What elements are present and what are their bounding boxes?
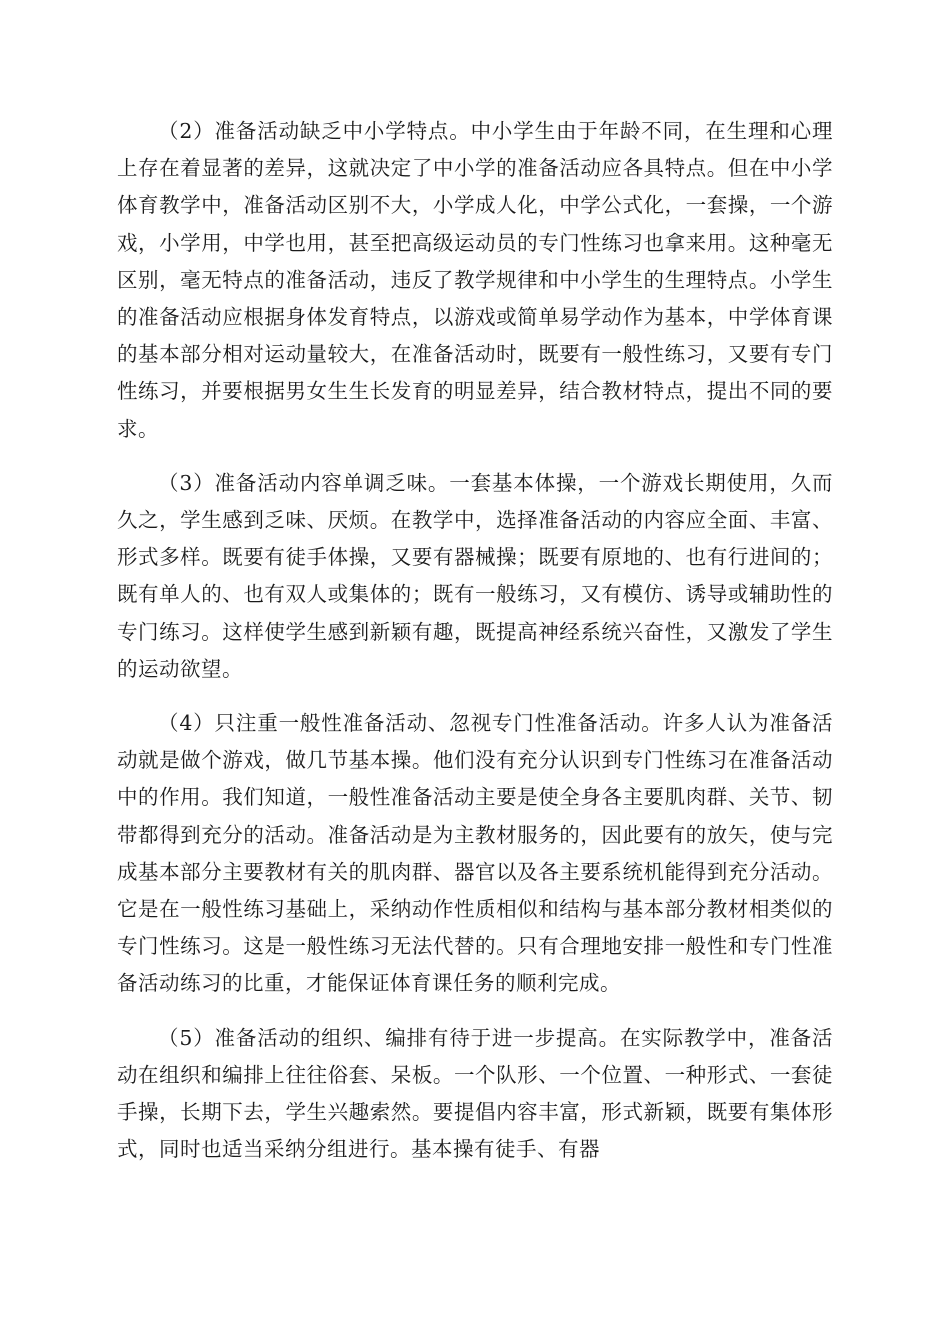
document-body bbox=[117, 113, 833, 1185]
paragraph-4: （4）只注重一般性准备活动、忽视专门性准备活动。许多人认为准备活动就是做个游戏，做几节基本操。他们没有充分认识到专门性练习在准备活动中的作用。我们知道，一般性准备活动主要是使全身各主要肌肉群、关节、韧带都得到充分的活动。准备活动是为主教材服务的，因此要有的放矢，使与完成基本部分主要教材有关的肌肉群、器官以及各主要系统机能得到充分活动。它是在一般性练习基础上，采纳动作性质相似和结构与基本部分教材相类似的专门性练习。这是一般性练习无法代替的。只有合理地安排一般性和专门性准备活动练习的比重，才能保证体育课任务的顺利完成。 bbox=[117, 711, 833, 996]
paragraph-3: （3）准备活动内容单调乏味。一套基本体操，一个游戏长期使用，久而久之，学生感到乏味、厌烦。在教学中，选择准备活动的内容应全面、丰富、形式多样。既要有徒手体操，又要有器械操；既要有原地的、也有行进间的；既有单人的、也有双人或集体的；既有一般练习，又有模仿、诱导或辅助性的专门练习。这样使学生感到新颖有趣，既提高神经系统兴奋性，又激发了学生的运动欲望。 bbox=[117, 470, 833, 681]
paragraph-5: （5）准备活动的组织、编排有待于进一步提高。在实际教学中，准备活动在组织和编排上往往俗套、呆板。一个队形、一个位置、一种形式、一套徒手操，长期下去，学生兴趣索然。要提倡内容丰富，形式新颖，既要有集体形式，同时也适当采纳分组进行。基本操有徒手、有器 bbox=[117, 1025, 833, 1162]
paragraph-2: （2）准备活动缺乏中小学特点。中小学生由于年龄不同，在生理和心理上存在着显著的差异，这就决定了中小学的准备活动应各具特点。但在中小学体育教学中，准备活动区别不大，小学成人化，中学公式化，一套操，一个游戏，小学用，中学也用，甚至把高级运动员的专门性练习也拿来用。这种毫无区别，毫无特点的准备活动，违反了教学规律和中小学生的生理特点。小学生的准备活动应根据身体发育特点，以游戏或简单易学动作为基本，中学体育课的基本部分相对运动量较大，在准备活动时，既要有一般性练习，又要有专门性练习，并要根据男女生生长发育的明显差异，结合教材特点，提出不同的要求。 bbox=[117, 119, 833, 441]
